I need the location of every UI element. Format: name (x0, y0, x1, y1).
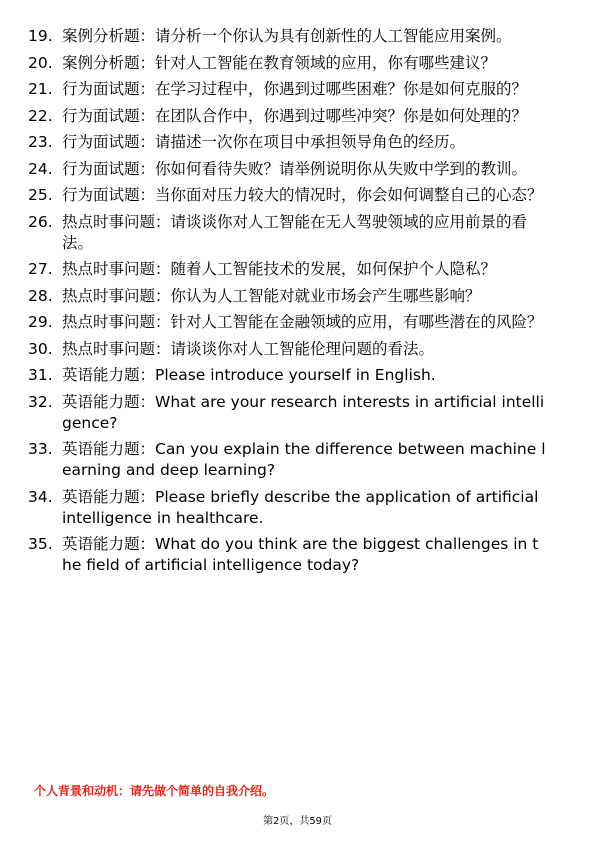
question-item (0, 392, 595, 434)
question-item (0, 53, 595, 74)
question-text: 英语能力题：Please introduce yourself in English. (62, 366, 436, 384)
question-text: 热点时事问题：请谈谈你对人工智能在无人驾驶领域的应用前景的看法。 (62, 212, 528, 252)
question-text: 英语能力题：Please briefly describe the application of artificial intelligence in healthcare. (62, 487, 539, 527)
question-item (0, 212, 595, 254)
question-number: 34. (28, 487, 53, 506)
question-item (0, 26, 595, 47)
question-item (0, 534, 595, 576)
question-number: 35. (28, 535, 53, 553)
question-item (0, 339, 595, 360)
question-number: 22. (28, 106, 53, 125)
question-number: 33. (28, 440, 53, 458)
question-number: 25. (28, 186, 53, 204)
question-number: 26. (28, 212, 53, 231)
question-item (0, 286, 595, 307)
question-text: 行为面试题：请描述一次你在项目中承担领导角色的经历。 (62, 133, 466, 151)
question-text: 热点时事问题：随着人工智能技术的发展，如何保护个人隐私？ (62, 260, 497, 278)
question-text: 英语能力题：What do you think are the biggest challenges in the field of artificial intelligence today? (62, 535, 539, 574)
question-number: 23. (28, 133, 53, 151)
question-item (0, 159, 595, 180)
question-number: 20. (28, 53, 53, 72)
question-item (0, 132, 595, 153)
question-number: 21. (28, 80, 53, 98)
page-footer: 第2页，共59页 (262, 816, 333, 827)
question-text: 行为面试题：在学习过程中，你遇到过哪些困难？你是如何克服的？ (62, 80, 528, 98)
question-item (0, 185, 595, 206)
question-text: 行为面试题：你如何看待失败？请举例说明你从失败中学到的教训。 (62, 159, 528, 178)
question-number: 31. (28, 366, 53, 384)
question-number: 30. (28, 339, 53, 358)
question-item (0, 439, 595, 481)
section-heading: 个人背景和动机：请先做个简单的自我介绍。 (34, 784, 275, 798)
question-text: 热点时事问题：请谈谈你对人工智能伦理问题的看法。 (62, 339, 435, 358)
question-item (0, 106, 595, 127)
question-item (0, 259, 595, 280)
question-item (0, 365, 595, 386)
question-text: 热点时事问题：你认为人工智能对就业市场会产生哪些影响？ (62, 286, 481, 305)
question-number: 32. (28, 392, 53, 411)
question-text: 案例分析题：请分析一个你认为具有创新性的人工智能应用案例。 (62, 27, 512, 45)
question-text: 英语能力题：What are your research interests in artificial intelligence? (62, 392, 545, 432)
question-number: 27. (28, 260, 53, 278)
question-text: 热点时事问题：针对人工智能在金融领域的应用，有哪些潜在的风险？ (62, 313, 543, 331)
question-item (0, 79, 595, 100)
question-number: 29. (28, 313, 53, 331)
question-text: 行为面试题：在团队合作中，你遇到过哪些冲突？你是如何处理的？ (62, 106, 528, 125)
question-text: 案例分析题：针对人工智能在教育领域的应用，你有哪些建议？ (62, 53, 497, 72)
question-text: 行为面试题：当你面对压力较大的情况时，你会如何调整自己的心态？ (62, 186, 543, 204)
question-list (0, 26, 595, 582)
question-text: 英语能力题：Can you explain the difference between machine learning and deep learning? (62, 440, 546, 479)
question-item (0, 312, 595, 333)
question-number: 28. (28, 286, 53, 305)
question-number: 24. (28, 159, 53, 178)
question-item (0, 487, 595, 529)
question-number: 19. (28, 27, 53, 45)
